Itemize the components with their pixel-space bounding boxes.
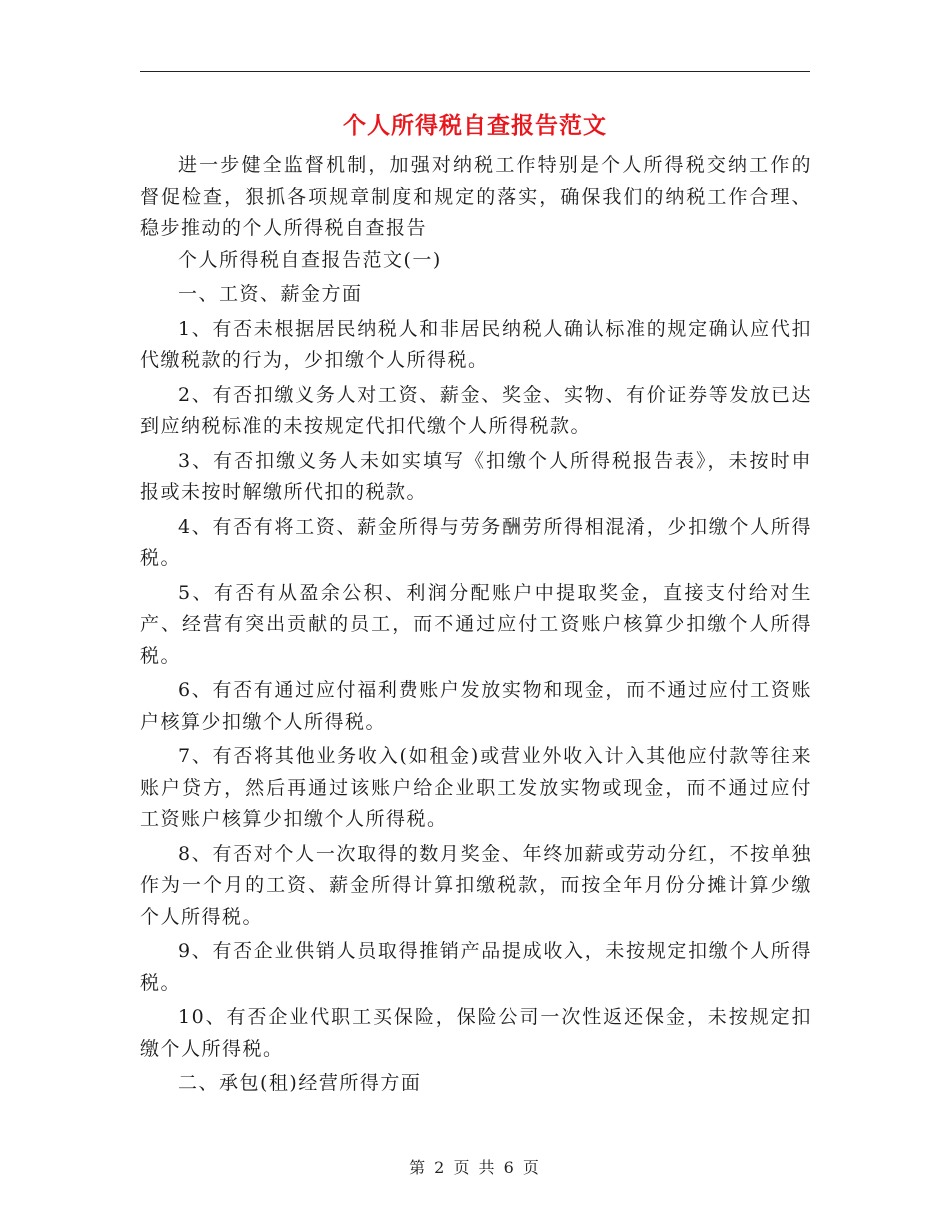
header-rule (140, 71, 810, 72)
document-body (140, 150, 812, 1100)
list-item: 2、有否扣缴义务人对工资、薪金、奖金、实物、有价证券等发放已达到应纳税标准的未按规定代扣代缴个人所得税款。 (140, 383, 812, 437)
intro-paragraph: 进一步健全监督机制，加强对纳税工作特别是个人所得税交纳工作的督促检查，狠抓各项规章制度和规定的落实，确保我们的纳税工作合理、稳步推动的个人所得税自查报告 (140, 154, 812, 239)
list-item: 6、有否有通过应付福利费账户发放实物和现金，而不通过应付工资账户核算少扣缴个人所得税。 (140, 679, 812, 733)
list-item: 9、有否企业供销人员取得推销产品提成收入，未按规定扣缴个人所得税。 (140, 940, 812, 994)
list-item: 4、有否有将工资、薪金所得与劳务酬劳所得相混淆，少扣缴个人所得税。 (140, 515, 812, 569)
list-item: 1、有否未根据居民纳税人和非居民纳税人确认标准的规定确认应代扣代缴税款的行为，少扣缴个人所得税。 (140, 317, 812, 371)
section-heading: 个人所得税自查报告范文(一) (178, 248, 442, 271)
page-number: 第 2 页 共 6 页 (409, 1158, 541, 1177)
document-title: 个人所得税自查报告范文 (343, 112, 607, 139)
list-item: 5、有否有从盈余公积、利润分配账户中提取奖金，直接支付给对生产、经营有突出贡献的员工，而不通过应付工资账户核算少扣缴个人所得税。 (140, 581, 812, 667)
subsection-heading: 二、承包(租)经营所得方面 (178, 1072, 422, 1094)
list-item: 8、有否对个人一次取得的数月奖金、年终加薪或劳动分红，不按单独作为一个月的工资、薪金所得计算扣缴税款，而按全年月份分摊计算少缴个人所得税。 (140, 842, 812, 928)
subsection-heading: 一、工资、薪金方面 (178, 283, 363, 305)
list-item: 7、有否将其他业务收入(如租金)或营业外收入计入其他应付款等往来账户贷方，然后再通过该账户给企业职工发放实物或现金，而不通过应付工资账户核算少扣缴个人所得税。 (140, 745, 812, 830)
list-item: 10、有否企业代职工买保险，保险公司一次性返还保金，未按规定扣缴个人所得税。 (140, 1006, 812, 1060)
list-item: 3、有否扣缴义务人未如实填写《扣缴个人所得税报告表》，未按时申报或未按时解缴所代扣的税款。 (140, 449, 812, 503)
